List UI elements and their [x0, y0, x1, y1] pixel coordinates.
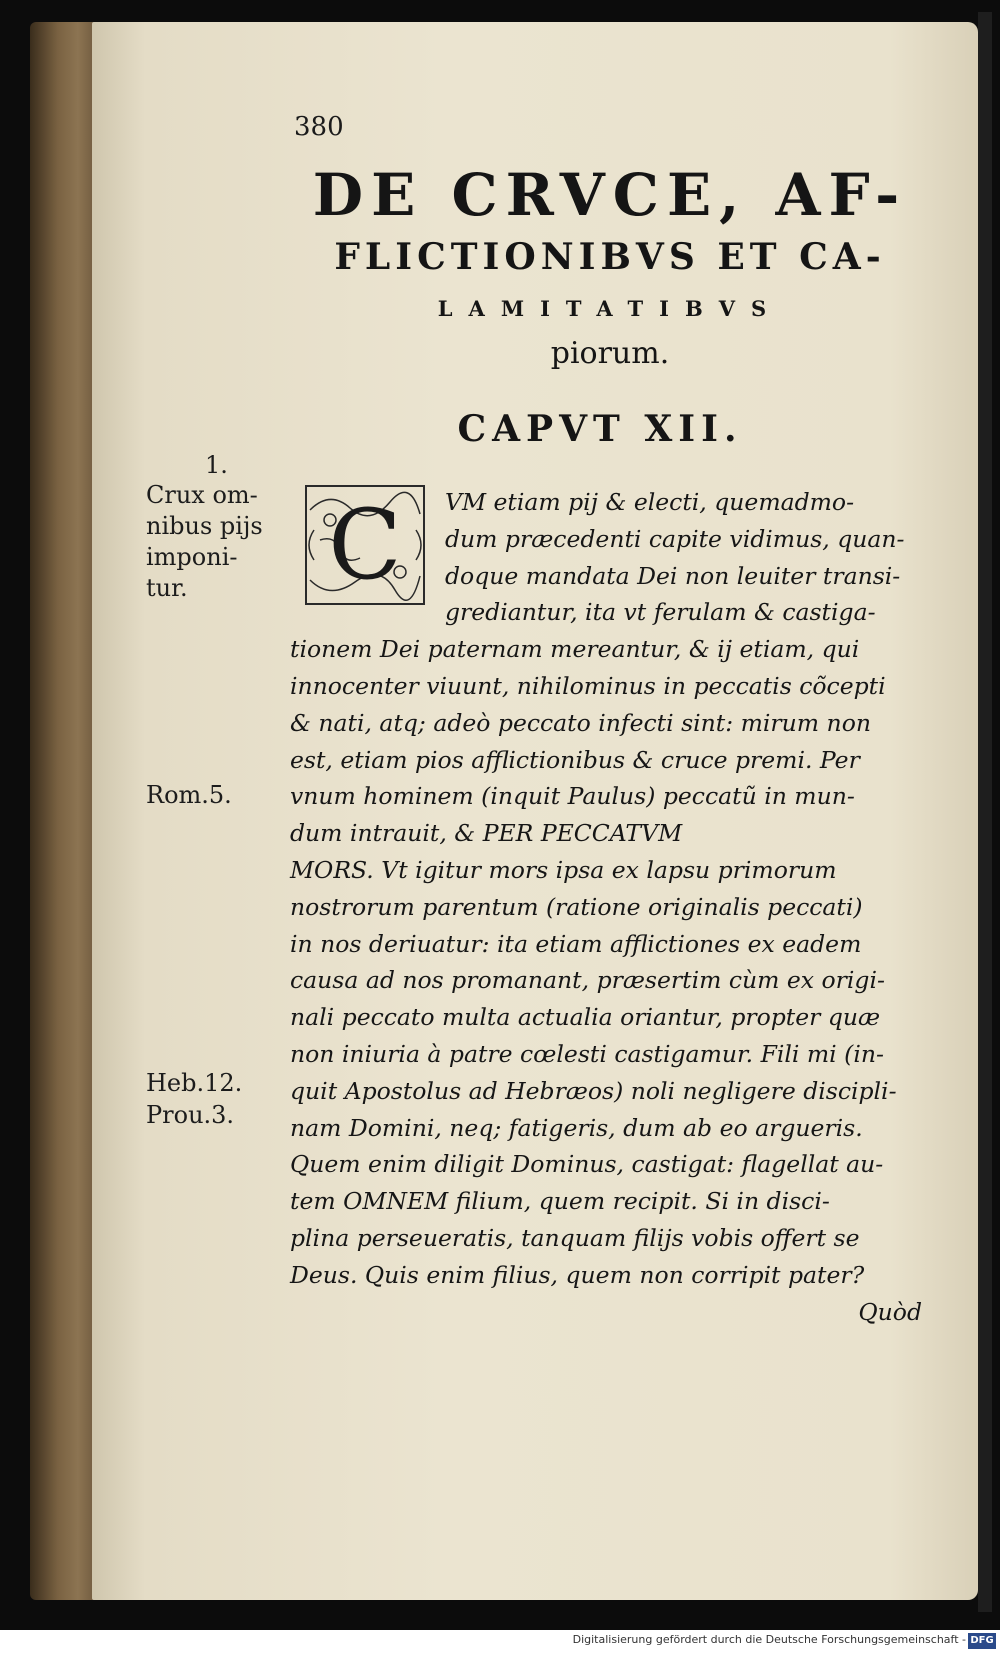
text-line: VM etiam pij & electi, quemadmo-: [445, 488, 855, 516]
margin-note-rom: Rom.5.: [146, 781, 232, 809]
margin-note-number: 1.: [205, 451, 228, 479]
title-line-1: DE CRVCE, AF-: [312, 161, 908, 229]
text-line: dum intrauit, & PER PECCATVM: [290, 819, 683, 848]
text-line: doque mandata Dei non leuiter transi-: [445, 561, 901, 590]
margin-note-line: Crux om-: [146, 481, 258, 509]
catchword: Quòd: [858, 1297, 922, 1326]
text-line: vnum hominem (inquit Paulus) peccatũ in mun-: [290, 782, 855, 811]
text-line: plina perseueratis, tanquam filijs vobis offert se: [290, 1223, 860, 1252]
text-line: Deus. Quis enim filius, quem non corripit pater?: [290, 1260, 865, 1289]
margin-note-line: imponi-: [146, 543, 238, 571]
margin-note-heb: Heb.12.: [146, 1069, 243, 1097]
text-line: grediantur, ita vt ferulam & castiga-: [445, 598, 876, 627]
text-line: dum præcedenti capite vidimus, quan-: [445, 524, 905, 553]
chapter-label: CAPVT XII.: [457, 408, 743, 450]
footer-credit: Digitalisierung gefördert durch die Deutsche Forschungsgemeinschaft -: [572, 1633, 966, 1646]
dfg-logo: DFG: [968, 1633, 996, 1649]
text-line: non iniuria à patre cœlesti castigamur. Fili mi (in-: [290, 1039, 884, 1068]
page-edge-shadow: [978, 12, 992, 1612]
title-line-3: LAMITATIBVS: [437, 296, 783, 321]
text-line: nali peccato multa actualia oriantur, propter quæ: [290, 1003, 881, 1032]
page-number: 380: [294, 112, 344, 142]
text-line: tem OMNEM filium, quem recipit. Si in disci-: [290, 1187, 830, 1216]
margin-note-line: nibus pijs: [146, 512, 263, 540]
title-line-4: piorum.: [550, 336, 670, 371]
chapter-heading: [290, 160, 930, 374]
text-line: Quem enim diligit Dominus, castigat: flagellat au-: [290, 1150, 884, 1179]
text-line: nam Domini, neq; fatigeris, dum ab eo argueris.: [290, 1113, 863, 1142]
body-text: [290, 484, 930, 1330]
margin-note-prou: Prou.3.: [146, 1101, 235, 1129]
text-line: & nati, atq; adeò peccato infecti sint: mirum non: [290, 708, 871, 737]
text-line: MORS. Vt igitur mors ipsa ex lapsu primorum: [290, 855, 837, 884]
text-line: causa ad nos promanant, præsertim cùm ex origi-: [290, 966, 885, 995]
text-line: in nos deriuatur: ita etiam afflictiones ex eadem: [290, 929, 862, 958]
text-line: est, etiam pios afflictionibus & cruce premi. Per: [290, 745, 860, 774]
title-line-2: FLICTIONIBVS ET CA-: [334, 236, 886, 278]
text-line: tionem Dei paternam mereantur, & ij etiam, qui: [290, 635, 860, 664]
margin-note-line: tur.: [146, 574, 188, 602]
text-line: nostrorum parentum (ratione originalis peccati): [290, 892, 863, 921]
initial-letter: C: [328, 489, 402, 601]
text-line: quit Apostolus ad Hebræos) noli negligere discipli-: [290, 1076, 897, 1105]
text-line: innocenter viuunt, nihilominus in peccatis cõcepti: [290, 671, 886, 700]
